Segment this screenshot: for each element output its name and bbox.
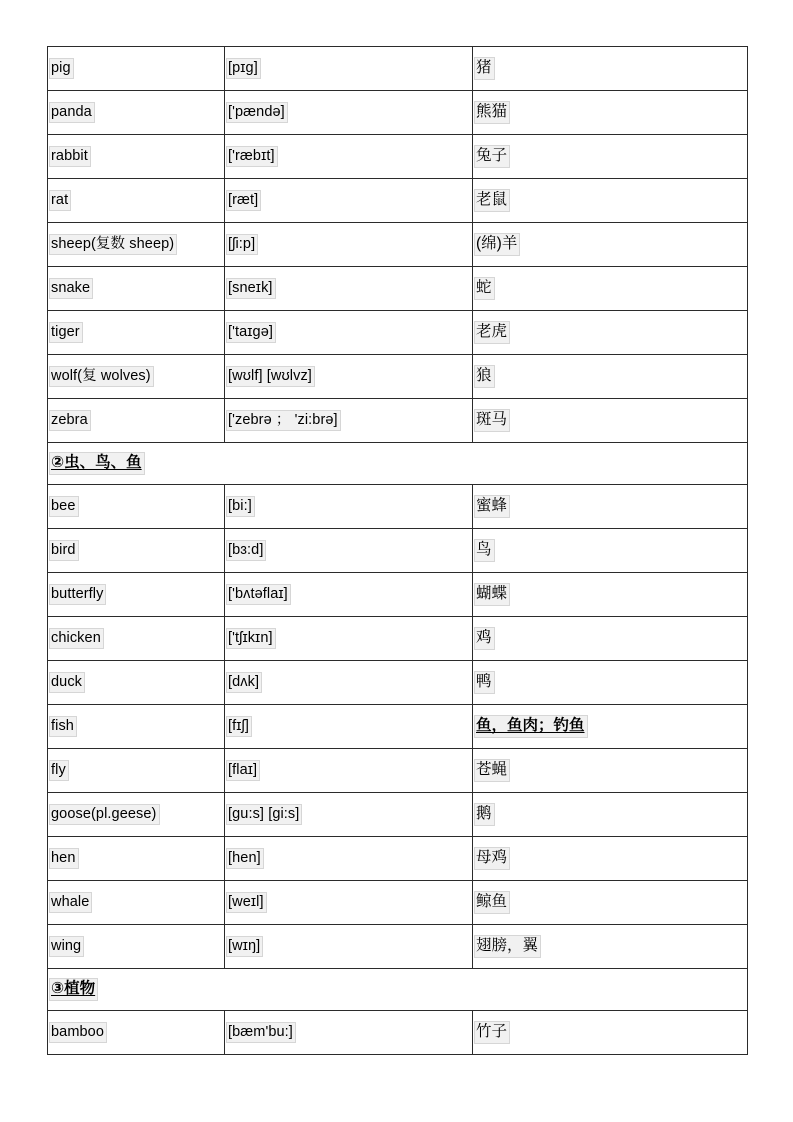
pronunciation-text: [bɜ:d] <box>227 541 265 560</box>
word-text: wing <box>50 937 83 956</box>
meaning-cell <box>473 91 748 135</box>
word-cell <box>48 617 225 661</box>
word-cell <box>48 311 225 355</box>
meaning-text: 鸭 <box>475 672 494 693</box>
pronunciation-cell <box>225 793 473 837</box>
table-body <box>48 47 748 1055</box>
meaning-cell <box>473 881 748 925</box>
pronunciation-cell <box>225 837 473 881</box>
meaning-cell <box>473 179 748 223</box>
pronunciation-text: [sneɪk] <box>227 279 275 298</box>
meaning-cell <box>473 925 748 969</box>
word-text: rabbit <box>50 147 90 166</box>
table-row <box>48 485 748 529</box>
table-row <box>48 135 748 179</box>
word-cell <box>48 661 225 705</box>
table-row <box>48 91 748 135</box>
word-cell <box>48 399 225 443</box>
meaning-cell <box>473 485 748 529</box>
meaning-text: 苍蝇 <box>475 760 509 781</box>
meaning-text: 鱼，鱼肉；钓鱼 <box>475 716 587 737</box>
pronunciation-text: ['taɪgə] <box>227 323 275 342</box>
pronunciation-text: [bi:] <box>227 497 254 516</box>
word-text: goose(pl.geese) <box>50 805 159 824</box>
table-row <box>48 1011 748 1055</box>
section-header-label: ③植物 <box>50 979 97 1000</box>
pronunciation-text: ['ræbɪt] <box>227 147 277 166</box>
meaning-cell <box>473 573 748 617</box>
section-header-row <box>48 443 748 485</box>
pronunciation-cell <box>225 617 473 661</box>
pronunciation-cell <box>225 485 473 529</box>
table-row <box>48 179 748 223</box>
meaning-cell <box>473 311 748 355</box>
meaning-cell <box>473 355 748 399</box>
pronunciation-text: [gu:s] [gi:s] <box>227 805 301 824</box>
word-text: snake <box>50 279 92 298</box>
word-cell <box>48 529 225 573</box>
pronunciation-text: [ræt] <box>227 191 260 210</box>
pronunciation-text: ['bʌtəflaɪ] <box>227 585 290 604</box>
vocabulary-table <box>47 46 748 1055</box>
meaning-cell <box>473 661 748 705</box>
pronunciation-text: ['zebrə ； 'zi:brə] <box>227 411 340 430</box>
table-row <box>48 399 748 443</box>
pronunciation-cell <box>225 881 473 925</box>
pronunciation-cell <box>225 355 473 399</box>
word-cell <box>48 793 225 837</box>
word-text: sheep(复数 sheep) <box>50 235 176 254</box>
meaning-cell <box>473 47 748 91</box>
table-row <box>48 837 748 881</box>
word-cell <box>48 267 225 311</box>
pronunciation-cell <box>225 135 473 179</box>
word-cell <box>48 91 225 135</box>
table-row <box>48 223 748 267</box>
meaning-cell <box>473 529 748 573</box>
word-cell <box>48 223 225 267</box>
meaning-text: 老虎 <box>475 322 509 343</box>
pronunciation-text: [dʌk] <box>227 673 261 692</box>
section-header-label: ②虫、鸟、鱼 <box>50 453 144 474</box>
word-cell <box>48 837 225 881</box>
meaning-text: 母鸡 <box>475 848 509 869</box>
pronunciation-cell <box>225 91 473 135</box>
word-cell <box>48 1011 225 1055</box>
table-row <box>48 661 748 705</box>
table-row <box>48 267 748 311</box>
meaning-text: 老鼠 <box>475 190 509 211</box>
word-text: wolf(复 wolves) <box>50 367 153 386</box>
word-cell <box>48 47 225 91</box>
pronunciation-cell <box>225 311 473 355</box>
meaning-cell <box>473 837 748 881</box>
meaning-text: 鹅 <box>475 804 494 825</box>
pronunciation-text: [bæm'bu:] <box>227 1023 295 1042</box>
meaning-cell <box>473 705 748 749</box>
word-cell <box>48 135 225 179</box>
word-text: fly <box>50 761 68 780</box>
pronunciation-cell <box>225 179 473 223</box>
pronunciation-cell <box>225 223 473 267</box>
pronunciation-text: [fɪʃ] <box>227 717 251 736</box>
table-row <box>48 47 748 91</box>
meaning-cell <box>473 135 748 179</box>
pronunciation-text: [hen] <box>227 849 263 868</box>
word-text: butterfly <box>50 585 105 604</box>
word-cell <box>48 573 225 617</box>
meaning-text: 竹子 <box>475 1022 509 1043</box>
word-cell <box>48 179 225 223</box>
pronunciation-text: [pɪg] <box>227 59 260 78</box>
table-row <box>48 749 748 793</box>
table-row <box>48 793 748 837</box>
word-text: hen <box>50 849 78 868</box>
word-text: chicken <box>50 629 103 648</box>
pronunciation-text: [wʊlf] [wʊlvz] <box>227 367 314 386</box>
meaning-text: 猪 <box>475 58 494 79</box>
word-text: bee <box>50 497 78 516</box>
pronunciation-text: [flaɪ] <box>227 761 259 780</box>
meaning-text: 蜜蜂 <box>475 496 509 517</box>
meaning-cell <box>473 793 748 837</box>
table-row <box>48 881 748 925</box>
pronunciation-text: ['tʃɪkɪn] <box>227 629 275 648</box>
word-text: panda <box>50 103 94 122</box>
pronunciation-cell <box>225 925 473 969</box>
meaning-cell <box>473 1011 748 1055</box>
word-text: bird <box>50 541 78 560</box>
word-text: tiger <box>50 323 82 342</box>
word-cell <box>48 925 225 969</box>
meaning-text: 斑马 <box>475 410 509 431</box>
word-cell <box>48 749 225 793</box>
pronunciation-cell <box>225 529 473 573</box>
pronunciation-cell <box>225 573 473 617</box>
pronunciation-cell <box>225 399 473 443</box>
word-text: fish <box>50 717 76 736</box>
meaning-text: (绵)羊 <box>475 234 519 255</box>
pronunciation-cell <box>225 1011 473 1055</box>
word-text: duck <box>50 673 84 692</box>
word-text: rat <box>50 191 70 210</box>
pronunciation-cell <box>225 749 473 793</box>
word-text: zebra <box>50 411 90 430</box>
meaning-text: 狼 <box>475 366 494 387</box>
meaning-cell <box>473 267 748 311</box>
table-row <box>48 355 748 399</box>
section-header-cell <box>48 443 748 485</box>
table-row <box>48 311 748 355</box>
word-text: whale <box>50 893 91 912</box>
pronunciation-text: [weɪl] <box>227 893 266 912</box>
meaning-text: 翅膀，翼 <box>475 936 540 957</box>
pronunciation-text: ['pændə] <box>227 103 287 122</box>
pronunciation-cell <box>225 661 473 705</box>
table-row <box>48 925 748 969</box>
word-text: pig <box>50 59 73 78</box>
word-cell <box>48 705 225 749</box>
pronunciation-text: [ʃi:p] <box>227 235 257 254</box>
section-header-row <box>48 969 748 1011</box>
pronunciation-cell <box>225 705 473 749</box>
meaning-cell <box>473 399 748 443</box>
word-cell <box>48 881 225 925</box>
word-cell <box>48 485 225 529</box>
pronunciation-cell <box>225 267 473 311</box>
meaning-text: 蛇 <box>475 278 494 299</box>
meaning-text: 鸟 <box>475 540 494 561</box>
table-row <box>48 705 748 749</box>
meaning-text: 熊猫 <box>475 102 509 123</box>
meaning-text: 兔子 <box>475 146 509 167</box>
table-row <box>48 617 748 661</box>
meaning-text: 蝴蝶 <box>475 584 509 605</box>
table-row <box>48 573 748 617</box>
meaning-cell <box>473 749 748 793</box>
meaning-text: 鸡 <box>475 628 494 649</box>
pronunciation-cell <box>225 47 473 91</box>
word-text: bamboo <box>50 1023 106 1042</box>
section-header-cell <box>48 969 748 1011</box>
meaning-cell <box>473 223 748 267</box>
word-cell <box>48 355 225 399</box>
pronunciation-text: [wɪŋ] <box>227 937 262 956</box>
table-row <box>48 529 748 573</box>
meaning-cell <box>473 617 748 661</box>
meaning-text: 鲸鱼 <box>475 892 509 913</box>
